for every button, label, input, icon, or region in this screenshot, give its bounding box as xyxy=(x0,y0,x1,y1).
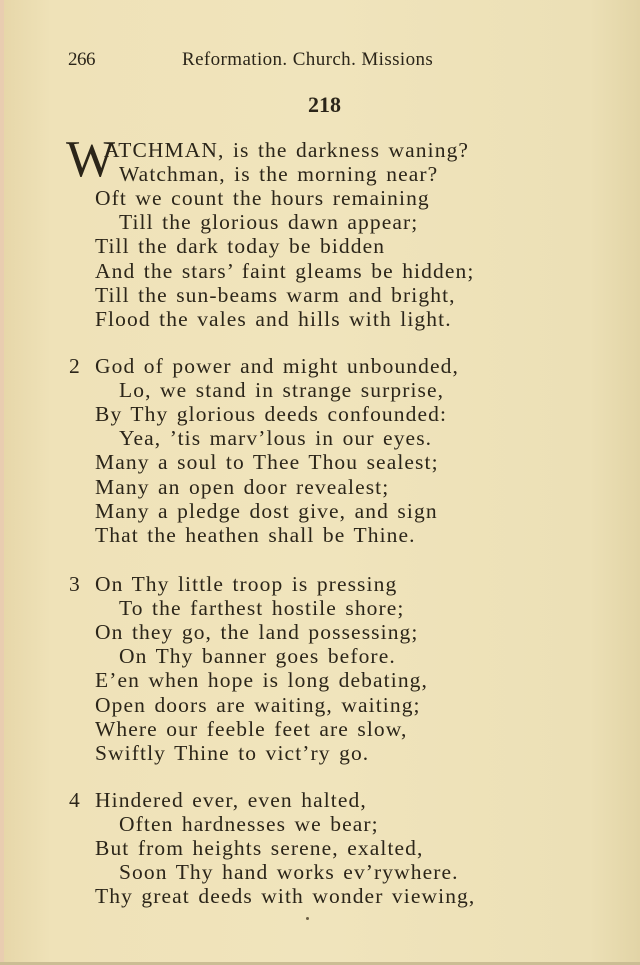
verse-line: Often hardnesses we bear; xyxy=(119,812,379,837)
page-edge xyxy=(0,0,4,965)
verse-line: On Thy little troop is pressing xyxy=(95,572,398,596)
verse-line: On Thy banner goes before. xyxy=(119,644,396,669)
verse-line: And the stars’ faint gleams be hidden; xyxy=(95,258,475,283)
verse-line: ATCHMAN, is the darkness waning? xyxy=(104,138,470,162)
printer-mark xyxy=(306,917,309,920)
verse-line: God of power and might unbounded, xyxy=(95,354,459,378)
running-title: Reformation. Church. Missions xyxy=(182,49,434,70)
verse-line: Oft we count the hours remaining xyxy=(95,186,430,211)
verse-line: Till the dark today be bidden xyxy=(95,234,386,259)
verse-line: To the farthest hostile shore; xyxy=(119,596,405,621)
verse-line: Till the sun-beams warm and bright, xyxy=(95,282,456,307)
verse-line: Yea, ’tis marv’lous in our eyes. xyxy=(119,426,433,451)
verse-line: By Thy glorious deeds confounded: xyxy=(95,402,448,427)
verse-line: E’en when hope is long debating, xyxy=(95,668,428,693)
stanza-number: 3 xyxy=(69,572,80,596)
verse-line: Flood the vales and hills with light. xyxy=(95,306,452,331)
verse-line: On they go, the land possessing; xyxy=(95,620,419,645)
verse-line: Lo, we stand in strange surprise, xyxy=(119,378,445,403)
verse-line: Soon Thy hand works ev’rywhere. xyxy=(119,860,459,885)
verse-line: Hindered ever, even halted, xyxy=(95,788,367,812)
drop-cap: W xyxy=(66,131,116,188)
verse-line: Where our feeble feet are slow, xyxy=(95,716,408,741)
page-number: 266 xyxy=(68,49,95,70)
stanza-number: 4 xyxy=(69,788,80,812)
verse-line: Till the glorious dawn appear; xyxy=(119,210,419,235)
verse-line: Swiftly Thine to vict’ry go. xyxy=(95,740,370,765)
verse-line: Many a soul to Thee Thou sealest; xyxy=(95,450,439,475)
verse-line: Thy great deeds with wonder viewing, xyxy=(95,884,476,909)
verse-line: But from heights serene, exalted, xyxy=(95,836,424,861)
verse-line: Open doors are waiting, waiting; xyxy=(95,692,421,717)
verse-line: That the heathen shall be Thine. xyxy=(95,522,416,547)
hymn-number: 218 xyxy=(308,92,341,117)
verse-line: Many a pledge dost give, and sign xyxy=(95,498,438,523)
stanza-number: 2 xyxy=(69,354,80,378)
verse-line: Watchman, is the morning near? xyxy=(119,162,439,187)
verse-line: Many an open door revealest; xyxy=(95,474,390,499)
